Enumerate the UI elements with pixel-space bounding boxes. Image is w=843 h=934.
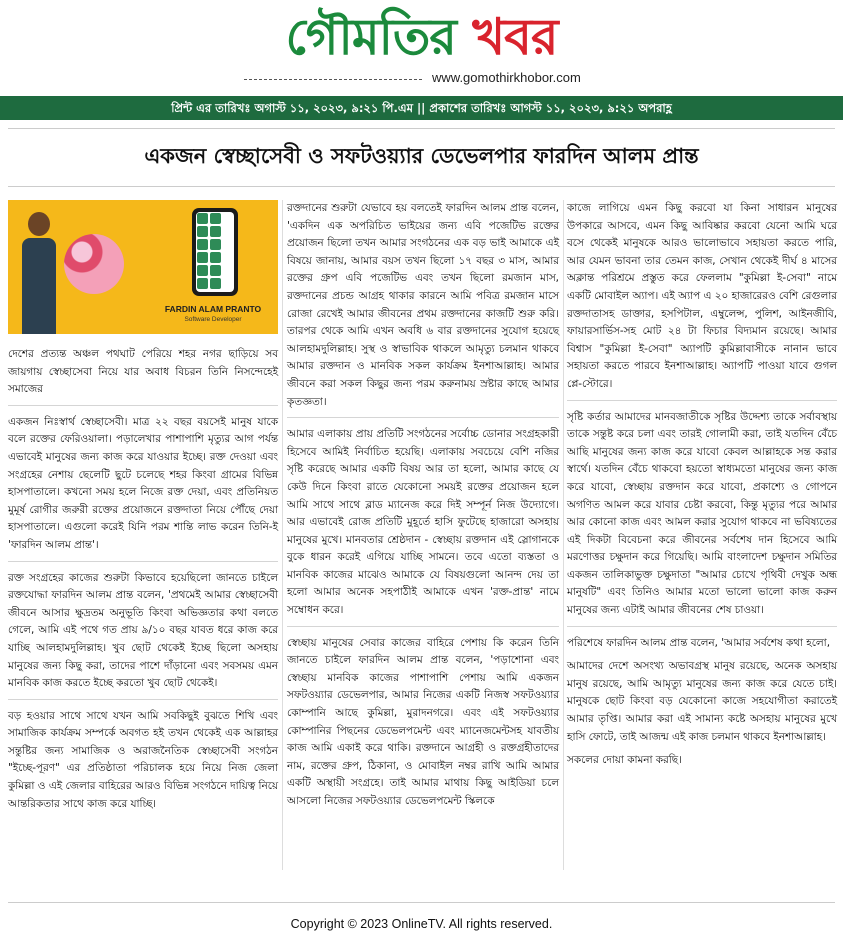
person-head: [28, 212, 50, 236]
divider: [8, 902, 835, 903]
site-logo[interactable]: [0, 6, 843, 68]
divider: [8, 405, 278, 406]
flower-bouquet: [64, 234, 124, 294]
paragraph: সৃষ্টি কর্তার আমাদের মানবজাতীকে সৃষ্টির উদ্দেশ্য তাকে সর্বাবস্থায় তাকে সন্তুষ্ট করে চলা এবং তারই গোলামী করা, তাই যতদিন বেঁচে আছি মানুষের জন্য কাজ করে যাবো কেবল আল্লাহকে সন্ত করার স্বার্থে। যতদিন বেঁচে থাকবো হয়তো স্বাধ্যমতো মানুষের জন্য কাজ করে যাবো, স্বেচ্ছায় রক্তদান করে যাবো, প্রকাশ্যে ও গোপনে অগণিত আমল করে যাবার চেষ্টা করবো, কিন্তু মৃত্যুর পরে আমার আর কোনো কাজ এবং আমল করার সুযোগ থাকবে না ভবিষ্যতের এই দিকটা বিবেচনা করে জীবনের সর্বশেষ দান হিসেবে আমি মরণোত্তর চক্ষুদান করে গিয়েছি। আমি বাংলাদেশ চক্ষুদান সমিতির একজন তালিকাভুক্ত চক্ষুদাতা "আমার চোখে পৃথিবী দেখুক অন্ধ মানুষটি" এবং তিনিও আমার মতো ভালো ভালো কাজ করুন মানুষের জন্য এটাই আমার জীবনের শেষ চাওয়া।: [567, 410, 837, 617]
photo-caption: [148, 304, 278, 324]
divider: [8, 128, 835, 129]
paragraph: দেশের প্রত্যন্ত অঞ্চল পথঘাট পেরিয়ে শহর নগর ছাড়িয়ে সব জায়গায় স্বেচ্ছাসেবা নিয়ে যার অবাধ বিচরন তিনি নিসন্দেহেই সমাজের: [8, 348, 278, 396]
paragraph: আমাদের দেশে অসংখ্য অভাবগ্রস্থ মানুষ রয়েছে, অনেক অসহায় মানুষ রয়েছে, আমি আমৃত্যু মানুষের জন্য কাজ করে যেতে চাই। মানুষকে ছোট কিংবা বড় যেকোনো কাজে সহযোগীতা করাতেই আমার তৃপ্তি। আমার করা এই সামান্য কষ্টে অসহায় মানুষের মুখে হাসি ফোটে, তাই আজন্ম এই কাজ চলমান থাকবে ইনশাআল্লাহ।: [567, 660, 837, 743]
article-headline: একজন স্বেচ্ছাসেবী ও সফটওয়্যার ডেভেলপার ফারদিন আলম প্রান্ত: [144, 144, 699, 168]
divider: [567, 626, 837, 627]
masthead: [0, 0, 843, 96]
paragraph: রক্ত সংগ্রহের কাজের শুরুটা কিভাবে হয়েছিলো জানতে চাইলে রক্তযোদ্ধা ফারদিন আলম প্রান্ত বলেন, 'প্রথমেই আমার স্বেচ্ছাসেবী জীবনে আসার ক্ষুদ্রতম অনুভূতি কিংবা অভিজ্ঞতার কথা বলতে গেলে, আমি এই পথে গত প্রায় ৯/১০ বছর যাবত ধরে কাজ করে যাচ্ছি আলহামদুলিল্লাহ। খুব ছোট থেকেই ইচ্ছে ছিলো অসহায় মানুষের জন্য কিছু করা, তাদের পাশে দাঁড়ানো এবং সবসময় এমন মানবিক কাজ করতে ইচ্ছে করতো খুব ছোট থেকেই।: [8, 571, 278, 690]
article-column-1: [8, 200, 278, 819]
divider: [8, 561, 278, 562]
article-column-2: [287, 200, 559, 817]
logo-word-gomotir: গৌমতির: [285, 8, 456, 66]
footer-copyright: Copyright © 2023 OnlineTV. All rights reserved.: [290, 917, 553, 931]
photo-name: FARDIN ALAM PRANTO: [164, 304, 262, 314]
paragraph: কাজে লাগিয়ে এমন কিছু করবো যা কিনা সাধারন মানুষের উপকারে আসবে, এমন কিছু আবিষ্কার করবো যেনো আমি ঘরে বসে থেকেই মানুষকে আরও ভালোভাবে সহায়তা করতে পারি, আর যেমন ভাবনা তার তেমন কাজ, সেখান থেকেই দীর্ঘ ৪ মাসের অক্লান্ত পরিশ্রমে প্রস্তুত করে ফেললাম "কুমিল্লা ই-সেবা" নামে একটি মোবাইল অ্যাপ। এই অ্যাপ এ ২০ হাজারেরও বেশি রেগুলার রক্তদাতাসহ ডাক্তার, হসপিটাল, এম্বুলেন্স, পুলিশ, আইনজীবি, ফায়ারসার্ভিস-সহ মোট ২৪ টা ফিচার বিদ্যমান রয়েছে। আমার বিশ্বাস "কুমিল্লা ই-সেবা" অ্যাপটি কুমিল্লাবাসীকে নানান ভাবে সহায়তা করতে পারবে ইনশাআল্লাহ। অ্যাপটি পাওয়া যাবে গুগল প্লে-স্টোরে।: [567, 202, 837, 390]
paragraph: রক্তদানের শুরুটা যেভাবে হয় বলতেই ফারদিন আলম প্রান্ত বলেন, 'একদিন এক অপরিচিত ভাইয়ের জন্য এবি পজেটিভ রক্তের প্রয়োজন ছিলো তখন আমার সংগঠনের এক বড় ভাই আমাকে এই বিষয়ে জানায়, আমার বয়স তখন ছিলো ১৭ বছর ৩ মাস, আমার রক্তের গ্রুপ এবি পজেটিভ এবং তখন ছিলো রমজান মাস, রক্তদানের প্রচন্ড আগ্রহ থাকার কারনে আমি পবিত্র রমজান মাসে রোজা রেখেই আমার জীবনের প্রথম রক্তদানের কাজটি শুরু করি। তারপর থেকে আমি এখন অবধি ৬ বার রক্তদানের সুযোগ হয়েছে আলহামদুলিল্লাহ। সুস্থ ও স্বাভাবিক থাকলে আমৃত্যু চলমান থাকবে আমার রক্তদান ও মানবিক সকল কার্যক্রম ইনশাআল্লাহ। আমার জীবনে করা সকল কিছুর জন্য পরম করুনাময় স্রষ্টার কাছে আমার কৃতজ্ঞতা।: [287, 202, 559, 408]
website-url[interactable]: www.gomothirkhobor.com: [432, 70, 581, 85]
phone-mockup: [192, 208, 238, 296]
phone-screen: [196, 212, 234, 292]
column-divider: [282, 200, 283, 870]
divider: [8, 186, 835, 187]
paragraph: একজন নিঃস্বার্থ স্বেচ্ছাসেবী। মাত্র ২২ বছর বয়সেই মানুষ যাকে বলে রক্তের ফেরিওয়ালা। পড়ালেখার পাশাপাশি মৃত্যুর আগ পর্যন্ত এভাবেই মানুষের জন্য কাজ করে যাওয়ার ইচ্ছে। রক্ত দেওয়া এবং সংগ্রহের নেশায় ছেলেটি ছুটে চলেছে শহর কিংবা গ্রামের বিভিন্ন হাসপাতালে। কখনো সময় হলে নিজে রক্ত দেয়া, এবং প্রতিনিয়ত মুমূর্ষ রোগীর জরুরী রক্তের প্রয়োজনে রক্তদাতা নিয়ে পৌঁছে দেয়া হাসপাতালে। এগুলো করেই যিনি পরম শান্তি লাভ করেন তিনি-ই 'ফারদিন আলম প্রান্ত'।: [8, 415, 278, 551]
article-column-3: [567, 200, 837, 776]
article-photo: [8, 200, 278, 334]
paragraph: আমার এলাকায় প্রায় প্রতিটি সংগঠনের সর্বোচ্চ ডোনার সংগ্রহকারী হিসেবে আমিই নির্বাচিত হয়েছি। এলাকায় সবচেয়ে বেশি নজির সৃষ্টি করেছে আমার একটি বিষয় আর তা হলো, আমার কাছে যে কেউ দিনে কিংবা রাতে যেকোনো সময়ই রক্তের প্রয়োজন হলে আমি সাথে সাথে ব্লাড ম্যানেজ করে দিই সম্পূর্ন নিজ উদ্যোগে। আর এভাবেই রোজ প্রতিটি মুহূর্তে হাসি ফুটেছে হাজারো অসহায় মানুষের মুখে। মানবতার শ্রেষ্ঠদান - স্বেচ্ছায় রক্তদান এই স্লোগানকে বুকে ধারন করেই এগিয়ে যাচ্ছি সামনে। তবে এতো ব্যস্ততা ও মানবিক কাজের মাঝেও আমাকে যে বিষয়গুলো আনন্দ দেয় তা হলো আমার অনেক সহপাঠীই আমাকে এখন 'রক্ত-প্রান্ত' নামে সম্বোধন করে।: [287, 428, 559, 617]
divider: [567, 400, 837, 401]
divider: [287, 626, 559, 627]
tagline-divider: [244, 79, 422, 80]
divider: [287, 417, 559, 418]
column-divider: [563, 200, 564, 870]
date-bar: প্রিন্ট এর তারিখঃ অগাস্ট ১১, ২০২৩, ৯:২১ পি.এম || প্রকাশের তারিখঃ আগস্ট ১১, ২০২৩, ৯:২১ অপরাহ্ণ: [0, 96, 843, 120]
person-figure: [22, 212, 56, 332]
paragraph: স্বেচ্ছায় মানুষের সেবার কাজের বাহিরে পেশায় কি করেন তিনি জানতে চাইলে ফারদিন আলম প্রান্ত বলেন, 'পড়াশোনা এবং স্বেচ্ছায় মানবিক কাজের পাশাপাশি পেশায় আমি একজন সফটওয়্যার ডেভেলপার, আমার নিজের একটি নিজস্ব সফটওয়্যার কোম্পানি আছে কুমিল্লা, মুরাদনগরে। এবং এই সফটওয়্যার কোম্পানির পিছনের ডেভেলপমেন্ট এবং ম্যানেজমেন্টসহ যাবতীয় কাজ আমি একাই করে থাকি। রক্তদানে আগ্রহী ও রক্তগ্রহীতাদের নাম, রক্তের গ্রুপ, ঠিকানা, ও মোবাইল নম্বর রাখি আমি আমার একটি অস্থায়ী সংগ্রহে। তাই আমার মাথায় কিছু আইডিয়া চলে আসলো নিজের সফটওয়্যার ডেভেলপমেন্ট স্কিলকে: [287, 636, 559, 807]
logo-word-khobor: খবর: [472, 8, 558, 66]
paragraph: পরিশেষে ফারদিন আলম প্রান্ত বলেন, 'আমার সর্বশেষ কথা হলো,: [567, 636, 830, 649]
divider: [8, 699, 278, 700]
paragraph: বড় হওয়ার সাথে সাথে যখন আমি সবকিছুই বুঝতে শিখি এবং সামাজিক কার্যক্রম সম্পর্কে অবগত হই তখন থেকেই এক আল্লাহর সন্তুষ্টির জন্য সামাজিক ও অরাজনৈতিক স্বেচ্ছাসেবী সংগঠন "ইচ্ছে-পূরণ" এর প্রতিষ্ঠাতা পরিচালক হয়ে নিয়ে নিজ জেলা কুমিল্লা ও এই জেলার বাহিরের আরও বিভিন্ন সংগঠনে দায়িত্ব নিয়ে আন্তরিকতার সাথে কাজ করে যাচ্ছি।: [8, 709, 278, 810]
person-body: [22, 238, 56, 334]
photo-role: Software Developer: [184, 316, 242, 323]
tagline: [244, 70, 604, 88]
paragraph: সকলের দোয়া কামনা করছি।: [567, 754, 682, 767]
